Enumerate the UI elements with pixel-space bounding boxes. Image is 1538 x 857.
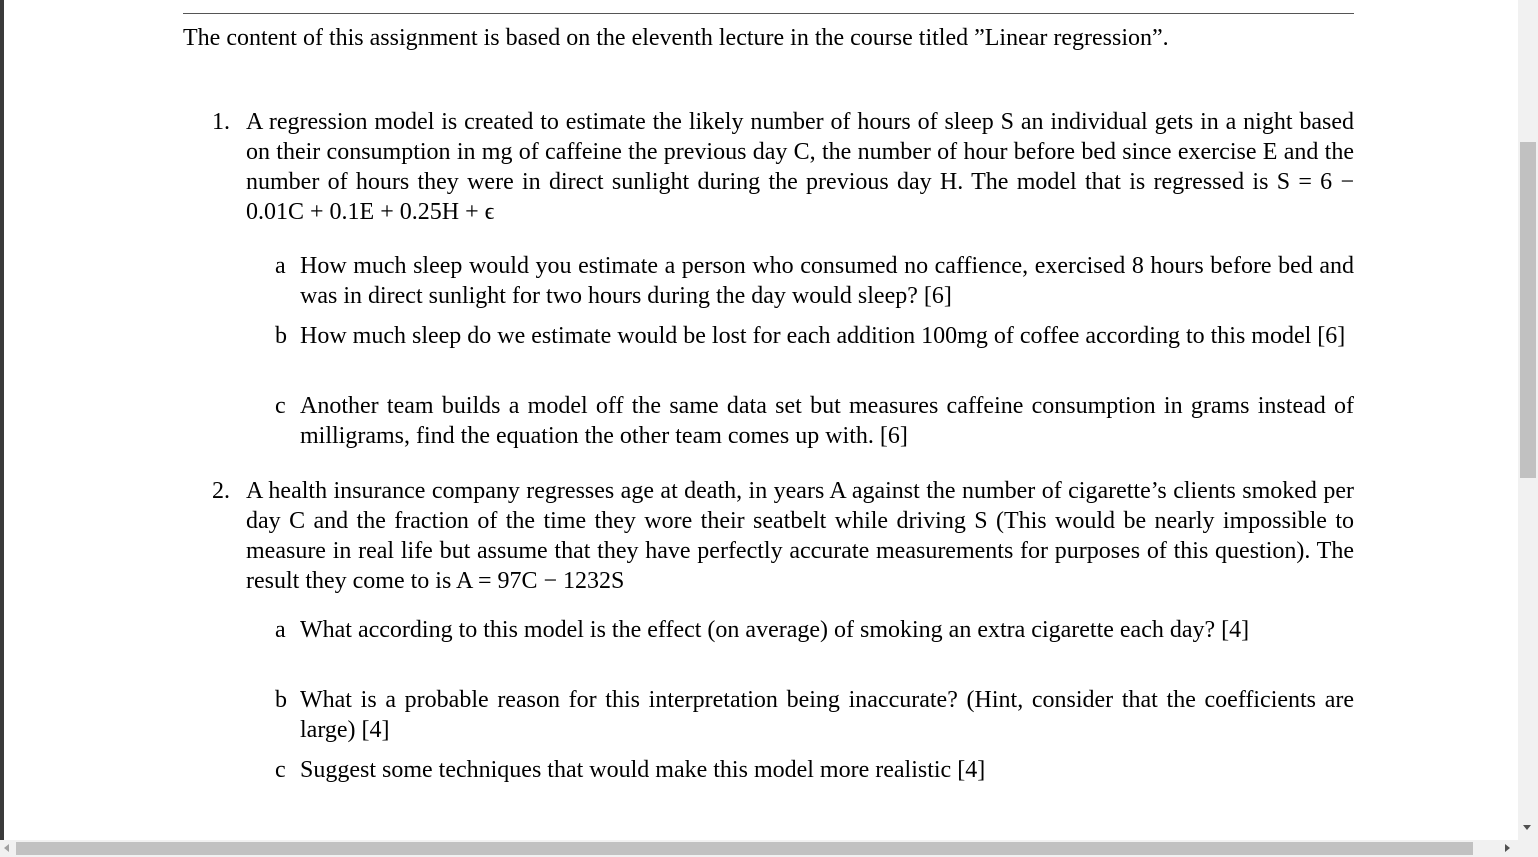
question-2 [212,476,1354,596]
part-letter: a [275,253,286,279]
question-1-part-b [275,321,1354,351]
left-edge-border [0,0,4,840]
horizontal-scrollbar-thumb[interactable] [16,842,1473,855]
question-2-part-b [275,685,1354,745]
part-text: How much sleep do we estimate would be lost for each addition 100mg of coffee according to this model [6] [300,323,1346,349]
part-text: What is a probable reason for this interpretation being inaccurate? (Hint, consider that the coefficients are large) [4] [300,687,1354,743]
vertical-scrollbar[interactable] [1518,0,1538,840]
question-2-part-c [275,755,1354,785]
scroll-down-arrow-icon[interactable] [1523,825,1531,830]
part-text: What according to this model is the effect (on average) of smoking an extra cigarette each day? [4] [300,617,1250,643]
part-letter: b [275,687,287,713]
part-text: How much sleep would you estimate a person who consumed no caffience, exercised 8 hours before bed and was in direct sunlight for two hours during the day would sleep? [6] [300,253,1354,309]
part-letter: a [275,617,286,643]
scroll-left-arrow-icon[interactable] [4,844,9,852]
part-letter: b [275,323,287,349]
part-letter: c [275,393,286,419]
part-letter: c [275,757,286,783]
question-1-part-a [275,251,1354,311]
vertical-scrollbar-thumb[interactable] [1520,142,1536,478]
intro-text: The content of this assignment is based on the eleventh lecture in the course titled ”Linear regression”. [183,25,1169,51]
horizontal-scrollbar[interactable] [0,840,1538,857]
part-text: Suggest some techniques that would make this model more realistic [4] [300,757,986,783]
question-1-part-c [275,391,1354,451]
scroll-right-arrow-icon[interactable] [1505,844,1510,852]
question-number: 2. [212,478,230,504]
question-2-part-a [275,615,1354,645]
question-number: 1. [212,109,230,135]
header-rule [183,13,1354,14]
question-text: A health insurance company regresses age at death, in years A against the number of cigarette’s clients smoked per day C and the fraction of the time they wore their seatbelt while driving S (This would be nearly impossible to measure in real life but assume that they have perfectly accurate measurements for purposes of this question). The result they come to is A = 97C − 1232S [246,478,1354,594]
question-text: A regression model is created to estimate the likely number of hours of sleep S an individual gets in a night based on their consumption in mg of caffeine the previous day C, the number of hour before bed since exercise E and the number of hours they were in direct sunlight during the previous day H. The model that is regressed is S = 6 − 0.01C + 0.1E + 0.25H + ϵ [246,109,1354,225]
part-text: Another team builds a model off the same data set but measures caffeine consumption in grams instead of milligrams, find the equation the other team comes up with. [6] [300,393,1354,449]
question-1 [212,107,1354,227]
